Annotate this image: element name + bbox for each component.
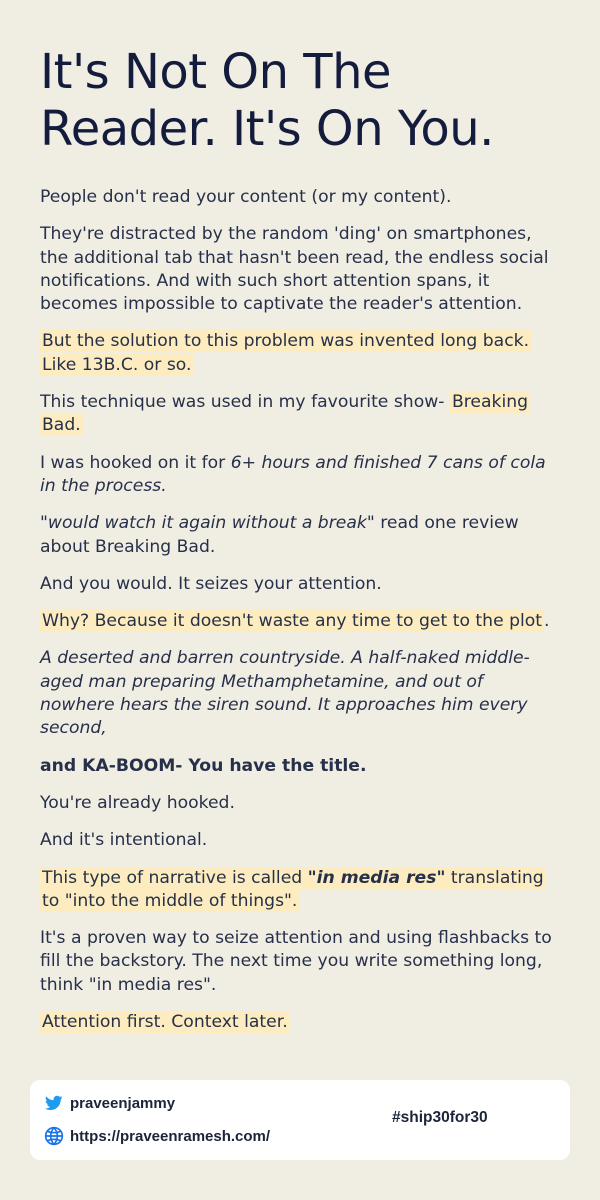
- highlight-solution: But the solution to this problem was invented long back. Like 13B.C. or so.: [42, 331, 530, 375]
- paragraph-9: A deserted and barren countryside. A half-naked middle-aged man preparing Methamphetamine, and out of nowhere hears the siren sound. It approaches him every second,: [40, 648, 530, 739]
- paragraph-8-period: .: [544, 611, 550, 632]
- paragraph-13-end: translating to "into the middle of things".: [42, 867, 544, 911]
- highlight-in-media-res: [40, 867, 546, 912]
- twitter-handle-row[interactable]: [44, 1094, 175, 1112]
- paragraph-5-italic: 6+ hours and finished 7 cans of cola in the process.: [40, 452, 546, 496]
- paragraph-4-text: This technique was used in my favourite show-: [40, 392, 450, 413]
- paragraph-6-open-quote: ": [40, 513, 48, 534]
- website-link[interactable]: https://praveenramesh.com/: [70, 1127, 271, 1145]
- paragraph-5-text: I was hooked on it for: [40, 452, 231, 473]
- paragraph-1: People don't read your content (or my content).: [40, 187, 452, 207]
- paragraph-4: [40, 391, 560, 438]
- paragraph-6-italic: would watch it again without a break: [47, 513, 367, 534]
- author-footer: [30, 1080, 570, 1160]
- paragraph-7: And you would. It seizes your attention.: [40, 573, 382, 594]
- paragraph-14: It's a proven way to seize attention and using flashbacks to fill the backstory. The next time you write something long, think "in media res".: [40, 928, 552, 995]
- paragraph-10: and KA-BOOM- You have the title.: [40, 755, 367, 776]
- paragraph-5: [40, 452, 560, 499]
- paragraph-15: [40, 1011, 560, 1034]
- paragraph-13-start: This type of narrative is called: [42, 867, 308, 888]
- paragraph-13: [40, 867, 560, 914]
- twitter-handle[interactable]: praveenjammy: [70, 1094, 176, 1112]
- paragraph-8: [40, 610, 560, 633]
- article-body: [40, 186, 560, 1034]
- paragraph-13-emphasis: "in media res": [307, 867, 446, 888]
- highlight-why: Why? Because it doesn't waste any time to get to the plot: [42, 611, 543, 632]
- paragraph-2: They're distracted by the random 'ding' on smartphones, the additional tab that hasn't been read, the endless social notifications. And with such short attention spans, it becomes impossible to captivate the reader's attention.: [40, 224, 549, 315]
- globe-icon: [44, 1126, 64, 1146]
- paragraph-3: [40, 330, 560, 377]
- title-line-1: It's Not On The: [40, 44, 392, 100]
- hashtag: #ship30for30: [392, 1109, 488, 1126]
- page-title: [40, 0, 560, 158]
- highlight-breaking-bad: Breaking Bad.: [42, 392, 529, 436]
- paragraph-6-rest: " read one review about Breaking Bad.: [40, 513, 519, 557]
- website-row[interactable]: [44, 1126, 270, 1146]
- twitter-bird-icon: [44, 1094, 64, 1112]
- highlight-attention-first: Attention first. Context later.: [42, 1012, 288, 1033]
- paragraph-6: [40, 512, 560, 559]
- paragraph-12: And it's intentional.: [40, 830, 208, 851]
- title-line-2: Reader. It's On You.: [40, 101, 494, 157]
- paragraph-11: You're already hooked.: [40, 792, 235, 813]
